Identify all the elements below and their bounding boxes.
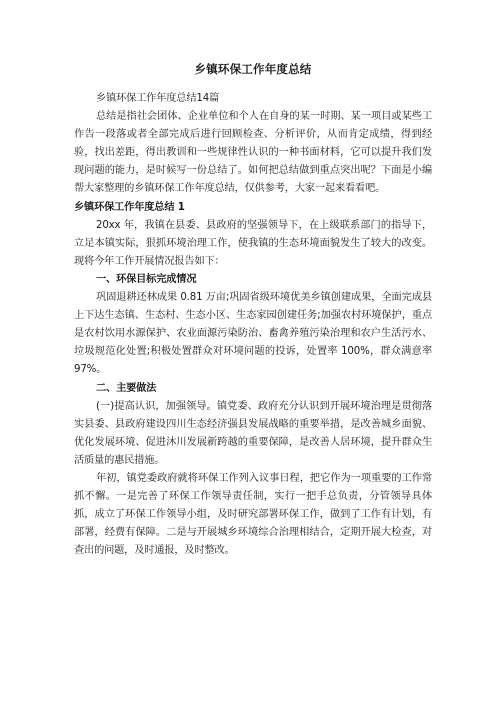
document-page (74, 60, 432, 560)
subsection-heading-goals: 一、环保目标完成情况 (96, 273, 197, 285)
intro-paragraph: 总结是指社会团体、企业单位和个人在自身的某一时期、某一项目或某些工作告一段落或者全部完成后进行回顾检查、分析评价，从而肯定成绩，得到经验，找出差距，得出教训和一些规律性认识的一种书面材料，它可以提升我们发现问题的能力，是时候写一份总结了。如何把总结做到重点突出呢？下面是小编帮大家整理的乡镇环保工作年度总结，仅供参考，大家一起来看看吧。 (74, 111, 432, 195)
methods-paragraph-2: 年初，镇党委政府就将环保工作列入议事日程，把它作为一项重要的工作常抓不懈。一是完善了环保工作领导责任制，实行一把手总负责，分管领导具体抓，成立了环保工作领导小组，及时研究部署环保工作，做到了工作有计划，有部署，经费有保障。二是与开展城乡环境综合治理相结合，定期开展大检查，对查出的问题，及时通报，及时整改。 (74, 472, 432, 557)
subtitle-paragraph: 乡镇环保工作年度总结14篇 (96, 93, 220, 104)
summary-paragraph: 20xx 年，我镇在县委、县政府的坚强领导下，在上级联系部门的指导下，立足本镇实际，狠抓环境治理工作，使我镇的生态环境面貌发生了较大的改变。现将今年工作开展情况报告如下： (74, 219, 432, 267)
document-title: 乡镇环保工作年度总结 (194, 62, 312, 76)
methods-paragraph-1: (一)提高认识，加强领导。镇党委、政府充分认识到开展环境治理是贯彻落实县委、县政府建设四川生态经济强县发展战略的重要举措，是改善城乡面貌、优化发展环境、促进沐川发展新跨越的重要保障，是改善人居环境，提升群众生活质量的惠民措施。 (74, 400, 432, 466)
goals-paragraph: 巩固退耕还林成果 0.81 万亩;巩固省级环境优美乡镇创建成果，全面完成县上下达生态镇、生态村、生态小区、生态家园创建任务;加强农村环境保护，重点是农村饮用水源保护、农业面源污染防治、畜禽养殖污染治理和农户生活污水、垃圾规范化处置;积极处置群众对环境问题的投诉，处置率 100%，群众满意率 97%。 (74, 292, 432, 376)
section-heading: 乡镇环保工作年度总结 1 (74, 201, 185, 213)
subsection-heading-methods: 二、主要做法 (96, 382, 157, 394)
